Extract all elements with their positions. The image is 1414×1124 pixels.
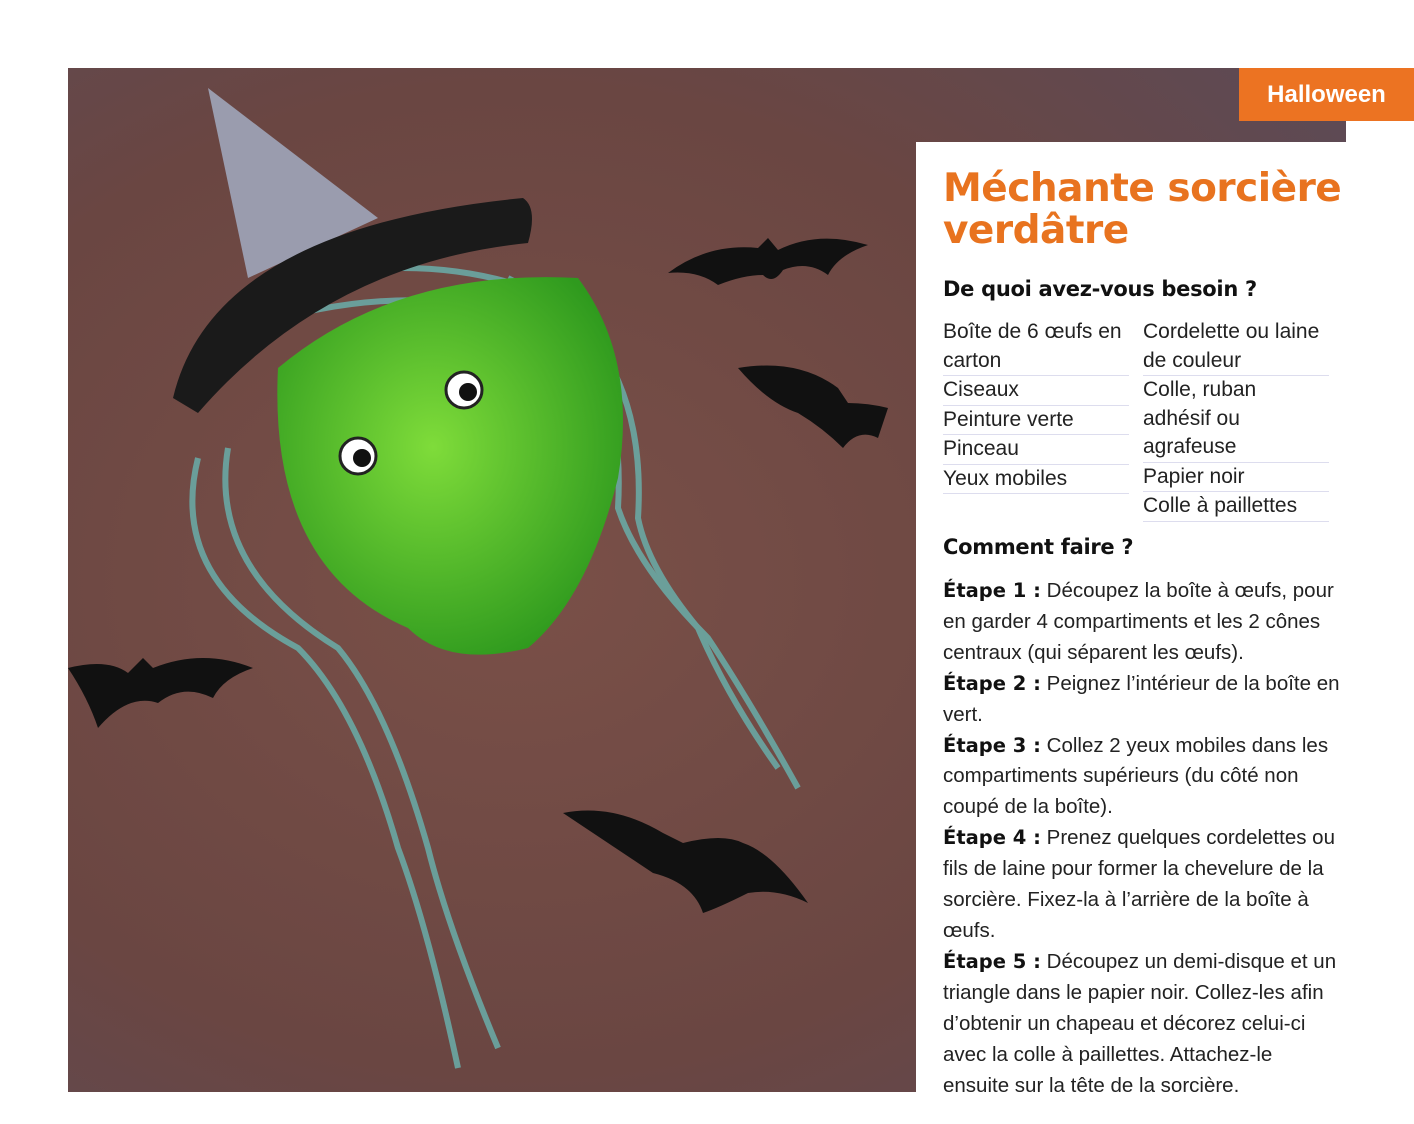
material-item: Boîte de 6 œufs en carton (943, 318, 1129, 376)
step-label: Étape 1 : (943, 579, 1041, 602)
material-item: Yeux mobiles (943, 465, 1129, 495)
step-label: Étape 5 : (943, 949, 1041, 973)
step-5 (943, 947, 1343, 1102)
step-label: Étape 4 : (943, 826, 1041, 850)
step-4 (943, 823, 1343, 947)
category-tag: Halloween (1239, 68, 1414, 121)
article-title: Méchante sorcière verdâtre (943, 166, 1342, 253)
instructions-steps (943, 576, 1343, 1101)
step-text: Prenez quelques cordelettes ou fils de laine pour former la chevelure de la sorcière. Fixez-la à l’arrière de la boîte à œufs. (943, 826, 1335, 942)
step-3 (943, 731, 1343, 824)
material-item: Ciseaux (943, 376, 1129, 406)
step-2 (943, 669, 1343, 731)
materials-list-right (1143, 318, 1329, 522)
instructions-heading: Comment faire ? (943, 535, 1134, 559)
step-text: Découpez un demi-disque et un triangle dans le papier noir. Collez-les afin d’obtenir un chapeau et décorez celui-ci avec la colle à paillettes. Attachez-le ensuite sur la tête de la sorcière. (943, 949, 1337, 1097)
material-item: Papier noir (1143, 463, 1329, 493)
material-item: Pinceau (943, 435, 1129, 465)
material-item: Cordelette ou laine de couleur (1143, 318, 1329, 376)
material-item: Colle, ruban adhésif ou agrafeuse (1143, 376, 1329, 463)
step-label: Étape 3 : (943, 733, 1041, 757)
materials-list-left (943, 318, 1129, 494)
material-item: Peinture verte (943, 406, 1129, 436)
article-panel (916, 142, 1414, 1124)
step-text: Découpez la boîte à œufs, pour en garder 4 compartiments et les 2 cônes centraux (qui séparent les œufs). (943, 579, 1334, 664)
step-text: Peignez l’intérieur de la boîte en vert. (943, 671, 1340, 726)
material-item: Colle à paillettes (1143, 492, 1329, 522)
step-text: Collez 2 yeux mobiles dans les compartiments supérieurs (du côté non coupé de la boîte). (943, 733, 1329, 819)
step-label: Étape 2 : (943, 671, 1041, 695)
step-1 (943, 576, 1343, 669)
materials-heading: De quoi avez-vous besoin ? (943, 277, 1257, 301)
